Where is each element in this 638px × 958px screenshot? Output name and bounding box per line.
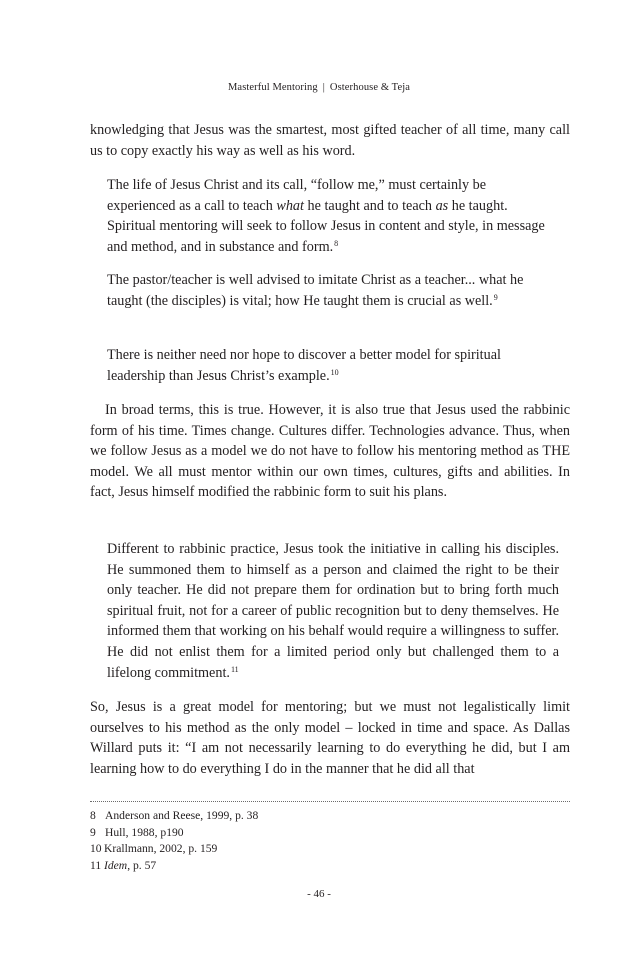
- footnote-ref-8: 8: [334, 238, 339, 248]
- footnote-ref-10: 10: [330, 367, 339, 377]
- footnote-8: 8 Anderson and Reese, 1999, p. 38: [90, 809, 259, 822]
- footnote-ref-11: 11: [230, 664, 239, 674]
- book-authors: Osterhouse & Teja: [329, 82, 410, 93]
- block-quote-4: Different to rabbinic practice, Jesus took the initiative in calling his disciples. He summoned them to himself as a person and claimed the right to be their only teacher. He did not prepare them for ordination but to bring forth much spiritual fruit, not for a career of public recognition but to deny themselves. He informed them that working on his behalf would require a willingness to suffer. He did not enlist them for a limited period only but challenged them to a lifelong commitment.$^{11}$: [107, 541, 559, 681]
- footnotes: [90, 808, 570, 874]
- footnote-11: 11 Idem, p. 57: [90, 858, 157, 872]
- block-quote-2: The pastor/teacher is well advised to imitate Christ as a teacher... what he taught (the disciples) is vital; how He taught them is crucial as well.$^9$: [107, 272, 524, 309]
- book-title: Masterful Mentoring: [228, 82, 318, 93]
- running-header: [0, 82, 638, 93]
- page-number: - 46 -: [307, 888, 331, 900]
- footnote-10: 10 Krallmann, 2002, p. 159: [90, 842, 218, 856]
- footnote-9: 9 Hull, 1988, p190: [90, 825, 184, 839]
- block-quote-3: There is neither need nor hope to discover a better model for spiritual leadership than Jesus Christ’s example.$^{10}$: [107, 347, 501, 384]
- footnote-divider: [90, 801, 570, 802]
- header-separator: |: [322, 82, 325, 93]
- emphasis-as: as: [435, 197, 449, 214]
- emphasis-what: what: [276, 197, 304, 214]
- body-paragraph-1: knowledging that Jesus was the smartest, most gifted teacher of all time, many call us to copy exactly his way as well as his word.: [90, 122, 570, 159]
- body-paragraph-2: In broad terms, this is true. However, it is also true that Jesus used the rabbinic form of his time. Times change. Cultures differ. Technologies advance. Thus, when we follow Jesus as a model we do not have to follow his mentoring method as THE model. We all must mentor within our own times, cultures, gifts and abilities. In fact, Jesus himself modified the rabbinic form to suit his plans.: [90, 402, 570, 501]
- block-quote-1: The life of Jesus Christ and its call, “follow me,” must certainly be experienced as a call to teach what he taught and to teach as he taught. Spiritual mentoring will seek to follow Jesus in content and style, in message and method, and in substance and form.$^8$: [107, 177, 545, 255]
- body-paragraph-3: So, Jesus is a great model for mentoring; but we must not legalistically limit ourselves to his method as the only model – locked in time and space. As Dallas Willard puts it: “I am not necessarily learning to do everything he did, but I am learning how to do everything I do in the manner that he did all that: [90, 699, 570, 777]
- footnote-ref-9: 9: [493, 292, 498, 302]
